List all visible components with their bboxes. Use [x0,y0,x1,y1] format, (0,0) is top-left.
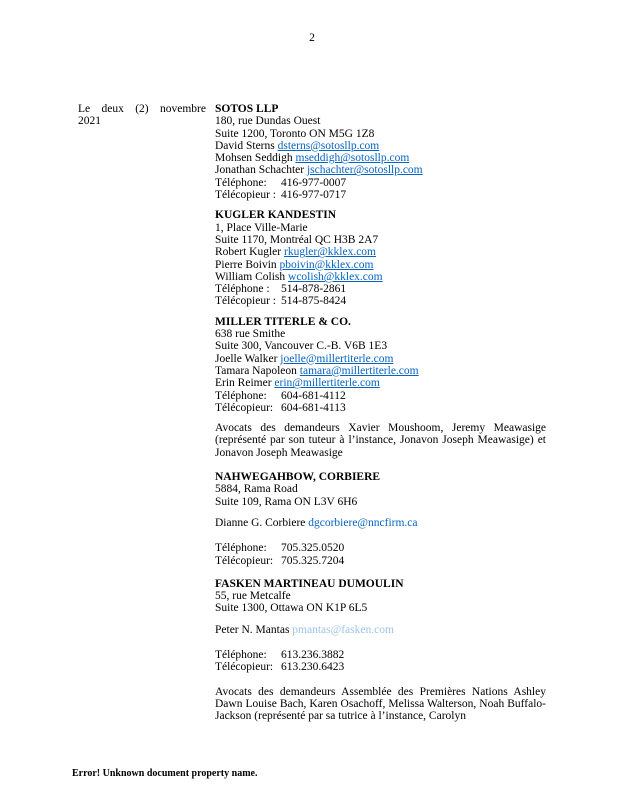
phone-label: Téléphone : [215,283,270,296]
fax-line [215,661,546,673]
address-line: Suite 109, Rama ON L3V 6H6 [215,495,358,508]
email-link[interactable]: pmantas@fasken.com [292,623,394,636]
firm-name: KUGLER KANDESTIN [215,209,337,222]
fax-label: Télécopieur : [215,295,276,308]
fax-line [215,555,546,567]
contact-line [215,353,546,365]
contact-person: Robert Kugler [215,246,282,259]
firm-name: NAHWEGAHBOW, CORBIERE [215,471,381,484]
email-link[interactable]: dsterns@sotosllp.com [277,139,380,152]
fax-line [215,402,546,414]
firm-name: FASKEN MARTINEAU DUMOULIN [215,577,404,590]
fax-number: 514-875-8424 [281,295,347,308]
phone-label: Téléphone: [215,542,267,555]
phone-line [215,649,546,661]
email-link[interactable]: pboivin@kklex.com [279,258,374,271]
email-link[interactable]: wcolish@kklex.com [288,270,383,283]
phone-number: 705.325.0520 [281,542,345,555]
contact-person: Erin Reimer [215,377,272,390]
address-line: 55, rue Metcalfe [215,590,291,603]
page-number: 2 [309,32,315,44]
email-link[interactable]: mseddigh@sotosllp.com [295,152,410,165]
firm-name: MILLER TITERLE & CO. [215,315,351,328]
phone-line [215,283,546,295]
email-link[interactable]: tamara@millertiterle.com [299,364,419,377]
contact-line [215,246,546,258]
contact-line [215,271,546,283]
fax-number: 613.230.6423 [281,661,345,674]
phone-label: Téléphone: [215,389,267,402]
date-line-1: Le deux (2) novembre [78,103,206,115]
contact-person: William Colish [215,270,286,283]
address-line: 5884, Rama Road [215,483,298,496]
email-link[interactable]: jschachter@sotosllp.com [306,164,423,177]
fax-number: 604-681-4113 [281,401,346,414]
fax-number: 416-977-0717 [281,189,347,202]
phone-line [215,542,546,554]
contact-person: Mohsen Seddigh [215,152,293,165]
address-line: 180, rue Dundas Ouest [215,115,321,128]
fax-line [215,189,546,201]
email-link[interactable]: rkugler@kklex.com [283,246,377,259]
contact-person: Pierre Boivin [215,258,277,271]
fax-label: Télécopieur: [215,554,274,567]
document-property-error: Error! Unknown document property name. [72,768,258,779]
fax-label: Télécopieur : [215,189,276,202]
phone-label: Téléphone: [215,648,267,661]
service-list [215,103,546,734]
contact-person: Tamara Napoleon [215,364,297,377]
phone-number: 604-681-4112 [281,389,346,402]
contact-line [215,377,546,389]
fax-line [215,295,546,307]
address-line: Suite 1300, Ottawa ON K1P 6L5 [215,602,368,615]
contact-line [215,140,546,152]
contact-person: David Sterns [215,139,275,152]
date-block [78,103,206,128]
firm-block-fasken [215,578,546,674]
contact-person: Dianne G. Corbiere [215,516,306,529]
contact-line [215,259,546,271]
firm-block-kugler [215,209,546,307]
contact-person: Joelle Walker [215,352,278,365]
contact-person: Peter N. Mantas [215,623,290,636]
email-link[interactable]: joelle@millertiterle.com [280,352,394,365]
firm-name: SOTOS LLP [215,103,279,115]
address-line: 638 rue Smithe [215,328,286,341]
contact-line [215,152,546,164]
phone-number: 613.236.3882 [281,648,345,661]
contact-line [215,365,546,377]
phone-number: 514-878-2861 [281,283,347,296]
phone-line [215,390,546,402]
contact-line [215,517,546,529]
phone-label: Téléphone: [215,176,267,189]
email-link[interactable]: dgcorbiere@nncfirm.ca [308,516,418,529]
address-line: Suite 300, Vancouver C.-B. V6B 1E3 [215,340,388,353]
firm-block-sotos [215,103,546,201]
address-line: Suite 1200, Toronto ON M5G 1Z8 [215,127,375,140]
address-line: Suite 1170, Montréal QC H3B 2A7 [215,233,379,246]
phone-number: 416-977-0007 [281,176,347,189]
address-line: 1, Place Ville-Marie [215,221,308,234]
contact-line [215,624,546,636]
email-link[interactable]: erin@millertiterle.com [274,377,380,390]
contact-person: Jonathan Schachter [215,164,305,177]
firm-block-nahwegahbow [215,471,546,567]
phone-line [215,177,546,189]
contact-line [215,164,546,176]
date-line-2: 2021 [78,115,101,128]
firm-block-miller [215,316,546,414]
fax-label: Télécopieur: [215,401,274,414]
fax-number: 705.325.7204 [281,554,345,567]
fax-label: Télécopieur: [215,661,274,674]
counsel-paragraph-moushoom: Avocats des demandeurs Xavier Moushoom, Jeremy Meawasige (représenté par son tuteur à l’instance, Jonavon Joseph Meawasige) et Jonavon Joseph Meawasige [215,422,546,459]
counsel-paragraph-afn: Avocats des demandeurs Assemblée des Premières Nations Ashley Dawn Louise Bach, Karen Osachoff, Melissa Walterson, Noah Buffalo-Jackson (représenté par sa tutrice à l’instance, Carolyn [215,685,546,723]
